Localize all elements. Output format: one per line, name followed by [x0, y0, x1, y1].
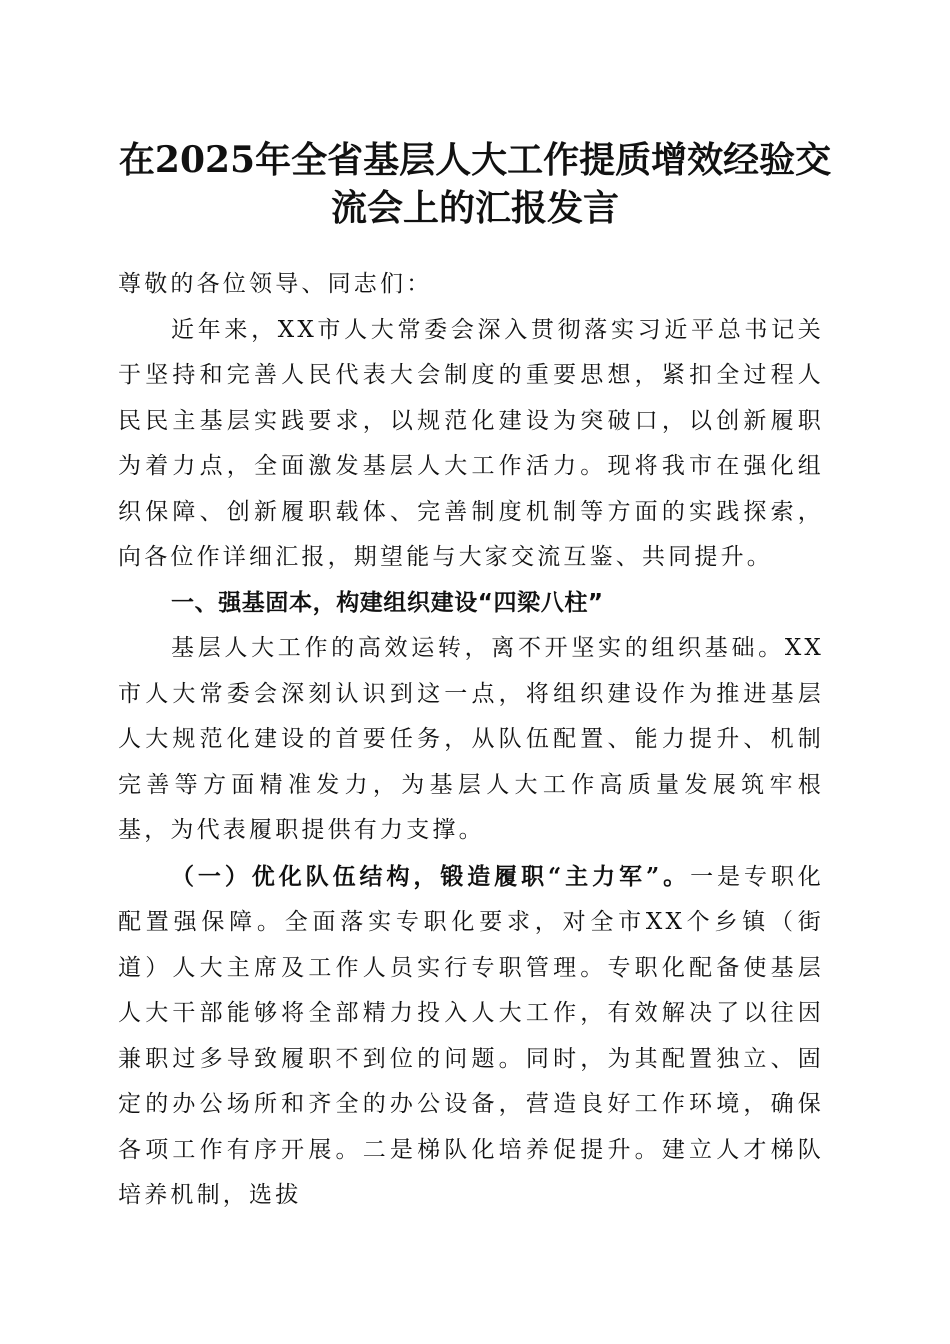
document-body — [118, 262, 824, 1219]
intro-paragraph: 近年来，XX市人大常委会深入贯彻落实习近平总书记关于坚持和完善人民代表大会制度的重要思想，紧扣全过程人民民主基层实践要求，以规范化建设为突破口，以创新履职为着力点，全面激发基层人大工作活力。现将我市在强化组织保障、创新履职载体、完善制度机制等方面的实践探索，向各位作详细汇报，期望能与大家交流互鉴、共同提升。 — [118, 316, 824, 570]
subsection-paragraph — [118, 854, 824, 1219]
section-paragraph: 基层人大工作的高效运转，离不开坚实的组织基础。XX市人大常委会深刻认识到这一点，将组织建设作为推进基层人大规范化建设的首要任务，从队伍配置、能力提升、机制完善等方面精准发力，为基层人大工作高质量发展筑牢根基，为代表履职提供有力支撑。 — [118, 635, 824, 843]
salutation: 尊敬的各位领导、同志们： — [118, 271, 433, 297]
subsection-text: 一是专职化配置强保障。全面落实专职化要求，对全市XX个乡镇（街道）人大主席及工作人员实行专职管理。专职化配备使基层人大干部能够将全部精力投入人大工作，有效解决了以往因兼职过多导致履职不到位的问题。同时，为其配置独立、固定的办公场所和齐全的办公设备，营造良好工作环境，确保各项工作有序开展。二是梯队化培养促提升。建立人才梯队培养机制，选拔 — [118, 863, 824, 1208]
subsection-heading: （一）优化队伍结构，锻造履职“主力军”。 — [171, 862, 691, 890]
section-heading: 一、强基固本，构建组织建设“四梁八柱” — [171, 589, 604, 616]
document-title: 在2025年全省基层人大工作提质增效经验交流会上的汇报发言 — [118, 139, 832, 229]
